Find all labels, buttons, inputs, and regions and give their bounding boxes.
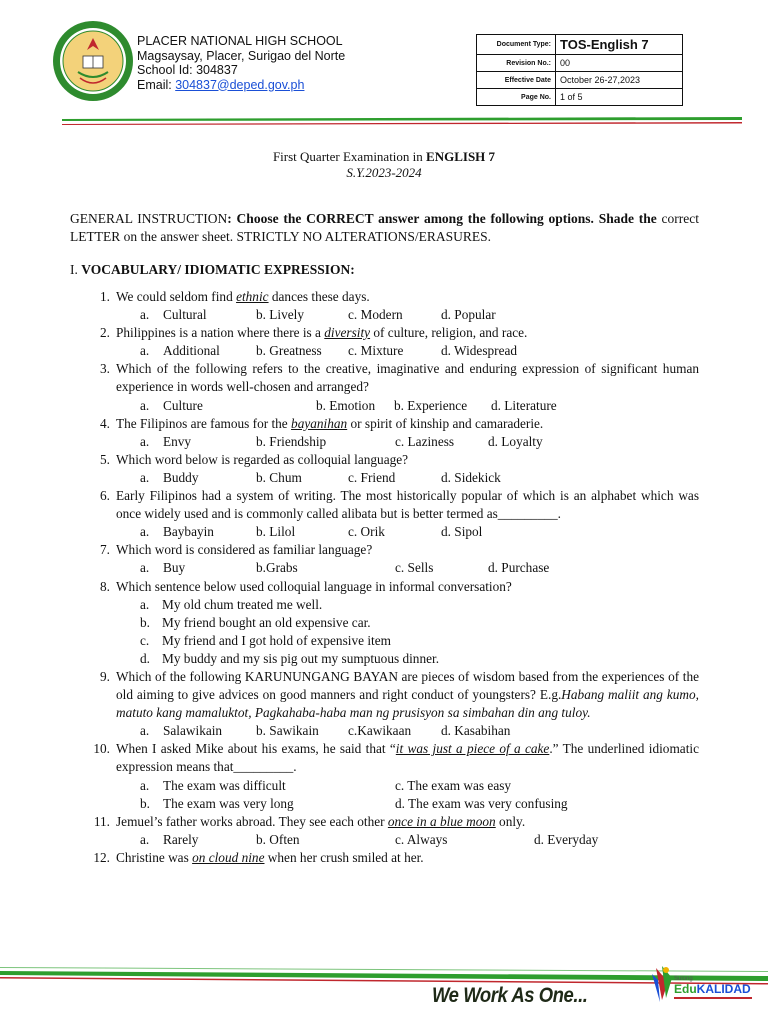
option-b: b. Friendship	[256, 433, 327, 449]
doc-type-row	[477, 35, 683, 55]
option-c: c. Friend	[348, 469, 396, 485]
question-text-part: Philippines is a nation where there is a	[116, 325, 325, 341]
underlined-term: ethnic	[236, 289, 269, 304]
option-c: c. The exam was easy	[395, 777, 512, 793]
question-text	[116, 740, 699, 776]
question-number: 1.	[100, 289, 110, 304]
option-d: d. Kasabihan	[441, 723, 511, 739]
page-row	[477, 89, 683, 106]
options-7	[70, 559, 699, 577]
general-instruction	[70, 210, 699, 246]
edukalidad-logo	[648, 960, 758, 1010]
option-text: My old chum treated me well.	[162, 596, 323, 612]
underlined-term: once in a blue moon	[387, 813, 496, 829]
option-text: My buddy and my sis pig out my sumptuous dinner.	[162, 650, 440, 666]
question-number: 5.	[100, 451, 110, 467]
option-b: b. Emotion	[316, 397, 376, 413]
option-a: Cultural	[163, 307, 207, 323]
doc-type-label: Document Type:	[477, 35, 556, 55]
options-2	[70, 342, 699, 360]
option-d: d. Literature	[491, 397, 557, 413]
question-text	[116, 849, 699, 867]
school-seal-logo	[52, 20, 134, 102]
revision-label: Revision No.:	[477, 55, 556, 72]
option-letter: a.	[140, 524, 150, 540]
question-text-part: or spirit of kinship and camaraderie.	[347, 415, 544, 431]
option-b: b. Greatness	[256, 343, 322, 359]
option-b	[70, 614, 699, 632]
option-d: d. Widespread	[441, 343, 518, 359]
effective-value: October 26-27,2023	[556, 72, 683, 89]
option-d: d. Sipol	[441, 524, 483, 540]
question-number: 9.	[100, 668, 110, 684]
exam-title-block	[0, 149, 768, 181]
option-letter: a.	[140, 307, 150, 323]
option-a: Envy	[163, 433, 192, 449]
question-1	[70, 288, 699, 306]
question-text	[116, 813, 699, 831]
effective-label: Effective Date	[477, 72, 556, 89]
underlined-term: it was just a piece of a cake	[395, 741, 550, 757]
question-text: Which word below is regarded as colloquial language?	[116, 451, 409, 467]
question-text-part: only.	[495, 813, 526, 829]
option-c: b. Experience	[394, 397, 468, 413]
option-letter: d.	[140, 650, 150, 666]
option-letter: a.	[140, 777, 150, 793]
instruction-lead: GENERAL INSTRUCTION	[70, 211, 228, 226]
option-a: Rarely	[163, 831, 199, 847]
revision-row	[477, 55, 683, 72]
option-c	[70, 632, 699, 650]
option-text: My friend bought an old expensive car.	[162, 614, 371, 630]
options-3	[70, 397, 699, 415]
example-proverbs: Habang maliit ang kumo, matuto kang mamaluktot, Pagkahaba-haba man ng prusisyon sa simbahan din ang tuloy.	[116, 687, 699, 721]
question-text: Which of the following refers to the creative, imaginative and enduring expression of significant human experience in words well-chosen and arranged?	[116, 361, 699, 395]
option-d: d. The exam was very confusing	[395, 795, 568, 811]
option-d: d. Popular	[441, 307, 496, 323]
question-6	[70, 487, 699, 523]
option-d: d. Loyalty	[488, 433, 543, 449]
question-5	[70, 451, 699, 469]
email-label: Email:	[137, 77, 176, 92]
question-8	[70, 578, 699, 596]
option-a: Culture	[163, 397, 203, 413]
option-c: c. Orik	[348, 524, 385, 540]
school-info	[137, 34, 345, 92]
question-text	[116, 288, 699, 306]
option-text: My friend and I got hold of expensive item	[162, 632, 391, 648]
question-text-part: Which of the following KARUNUNGANG BAYAN are pieces of wisdom based from the experiences of the old aiming to give advices on good manners and right conduct of youngsters? E.g.	[116, 668, 699, 703]
option-b: b. Lilol	[256, 524, 296, 540]
question-7	[70, 541, 699, 559]
question-text-part: dances these days.	[268, 289, 370, 304]
option-d: d. Sidekick	[441, 469, 501, 485]
question-text	[116, 415, 699, 433]
exam-title-prefix: First Quarter Examination in	[272, 149, 427, 164]
question-text-part: When I asked Mike about his exams, he said that “	[116, 741, 396, 757]
option-b: b. Chum	[256, 469, 302, 485]
option-a	[70, 596, 699, 614]
question-number: 6.	[100, 488, 110, 504]
svg-text:Sulong: Sulong	[674, 976, 693, 982]
underlined-term: diversity	[324, 325, 371, 341]
question-text-part: The Filipinos are famous for the	[116, 415, 292, 431]
school-name: PLACER NATIONAL HIGH SCHOOL	[137, 34, 343, 48]
option-c: c. Sells	[395, 560, 434, 576]
question-number: 11.	[93, 813, 110, 829]
question-text-part: Jemuel’s father works abroad. They see each other	[116, 813, 388, 829]
school-id: School Id: 304837	[137, 63, 238, 77]
document-info-table	[476, 34, 683, 106]
option-letter: a.	[140, 343, 150, 359]
page-value: 1 of 5	[556, 89, 683, 106]
question-list	[70, 288, 699, 867]
option-d	[70, 650, 699, 668]
school-year: S.Y.2023-2024	[346, 165, 422, 180]
effective-row	[477, 72, 683, 89]
question-2	[70, 324, 699, 342]
underlined-term: on cloud nine	[192, 849, 265, 865]
options-1	[70, 306, 699, 324]
question-text-part: Christine was	[116, 849, 193, 865]
brand-kalidad: KALIDAD	[696, 982, 751, 996]
option-letter: a.	[140, 723, 150, 739]
option-a: Buddy	[163, 469, 199, 485]
options-11	[70, 831, 699, 849]
option-letter: b.	[140, 795, 150, 811]
exam-subject: ENGLISH 7	[426, 149, 496, 164]
option-letter: c.	[140, 632, 150, 648]
options-4	[70, 433, 699, 451]
option-d: d. Everyday	[534, 831, 599, 847]
question-text-part: .” The underlined idiomatic expression means that_________.	[116, 741, 699, 775]
email-link[interactable]: 304837@deped.gov.ph	[175, 77, 305, 92]
footer-motto: We Work As One...	[432, 984, 588, 1007]
option-letter: a.	[140, 397, 150, 413]
question-number: 10.	[93, 741, 110, 757]
instruction-tail: correct LETTER on the answer sheet. STRICTLY NO ALTERATIONS/ERASURES.	[70, 211, 699, 244]
option-c: c.Kawikaan	[348, 723, 412, 739]
option-letter: a.	[140, 433, 150, 449]
question-3	[70, 360, 699, 396]
options-6	[70, 523, 699, 541]
doc-type-value: TOS-English 7	[556, 35, 683, 55]
option-letter: a.	[140, 560, 150, 576]
option-b: The exam was very long	[163, 795, 294, 811]
option-letter: a.	[140, 596, 150, 612]
question-number: 8.	[100, 578, 110, 594]
options-9	[70, 722, 699, 740]
option-a: Buy	[163, 560, 186, 576]
question-text: Which sentence below used colloquial language in informal conversation?	[116, 578, 512, 594]
option-c: c. Modern	[348, 307, 403, 323]
options-5	[70, 469, 699, 487]
question-11	[70, 813, 699, 831]
question-10	[70, 740, 699, 776]
header-divider	[62, 116, 742, 128]
option-b: b. Often	[256, 831, 300, 847]
page-label: Page No.	[477, 89, 556, 106]
question-text	[116, 668, 699, 722]
question-number: 4.	[100, 415, 110, 431]
revision-value: 00	[556, 55, 683, 72]
option-a: Baybayin	[163, 524, 214, 540]
question-12	[70, 849, 699, 867]
option-a: The exam was difficult	[163, 777, 286, 793]
question-text-part: when her crush smiled at her.	[264, 849, 424, 865]
section-numeral: I.	[70, 262, 82, 277]
question-text-part: of culture, religion, and race.	[370, 325, 528, 341]
question-text-part: We could seldom find	[116, 289, 237, 304]
exam-title	[0, 149, 768, 165]
question-number: 7.	[100, 542, 110, 558]
options-10-row-2	[70, 795, 699, 813]
option-a: Additional	[163, 343, 220, 359]
underlined-term: bayanihan	[291, 415, 348, 431]
question-4	[70, 415, 699, 433]
question-9	[70, 668, 699, 722]
option-letter: a.	[140, 469, 150, 485]
option-d: d. Purchase	[488, 560, 550, 576]
section-title: VOCABULARY/ IDIOMATIC EXPRESSION:	[81, 262, 355, 277]
school-address: Magsaysay, Placer, Surigao del Norte	[137, 48, 346, 63]
option-b: b. Lively	[256, 307, 305, 323]
options-10-row-1	[70, 777, 699, 795]
option-c: c. Mixture	[348, 343, 404, 359]
option-a: Salawikain	[163, 723, 223, 739]
svg-text:EduKALIDAD	[674, 982, 751, 996]
question-text: Early Filipinos had a system of writing. The most historically popular of which is an alphabet which was once widely used and is commonly called alibata but is better termed as_________.	[116, 488, 699, 522]
question-number: 3.	[100, 361, 110, 377]
question-text	[116, 324, 699, 342]
instruction-bold: : Choose the CORRECT answer among the following options. Shade the	[227, 211, 657, 226]
brand-edu: Edu	[674, 982, 697, 996]
option-b: b.Grabs	[256, 560, 298, 576]
question-number: 12.	[93, 849, 110, 865]
option-b: b. Sawikain	[256, 723, 319, 739]
section-heading	[70, 261, 355, 279]
option-letter: b.	[140, 614, 150, 630]
question-number: 2.	[100, 325, 110, 341]
email-line	[137, 78, 345, 93]
question-text: Which word is considered as familiar language?	[116, 542, 373, 558]
option-c: c. Always	[395, 831, 448, 847]
option-letter: a.	[140, 831, 150, 847]
option-c: c. Laziness	[395, 433, 455, 449]
